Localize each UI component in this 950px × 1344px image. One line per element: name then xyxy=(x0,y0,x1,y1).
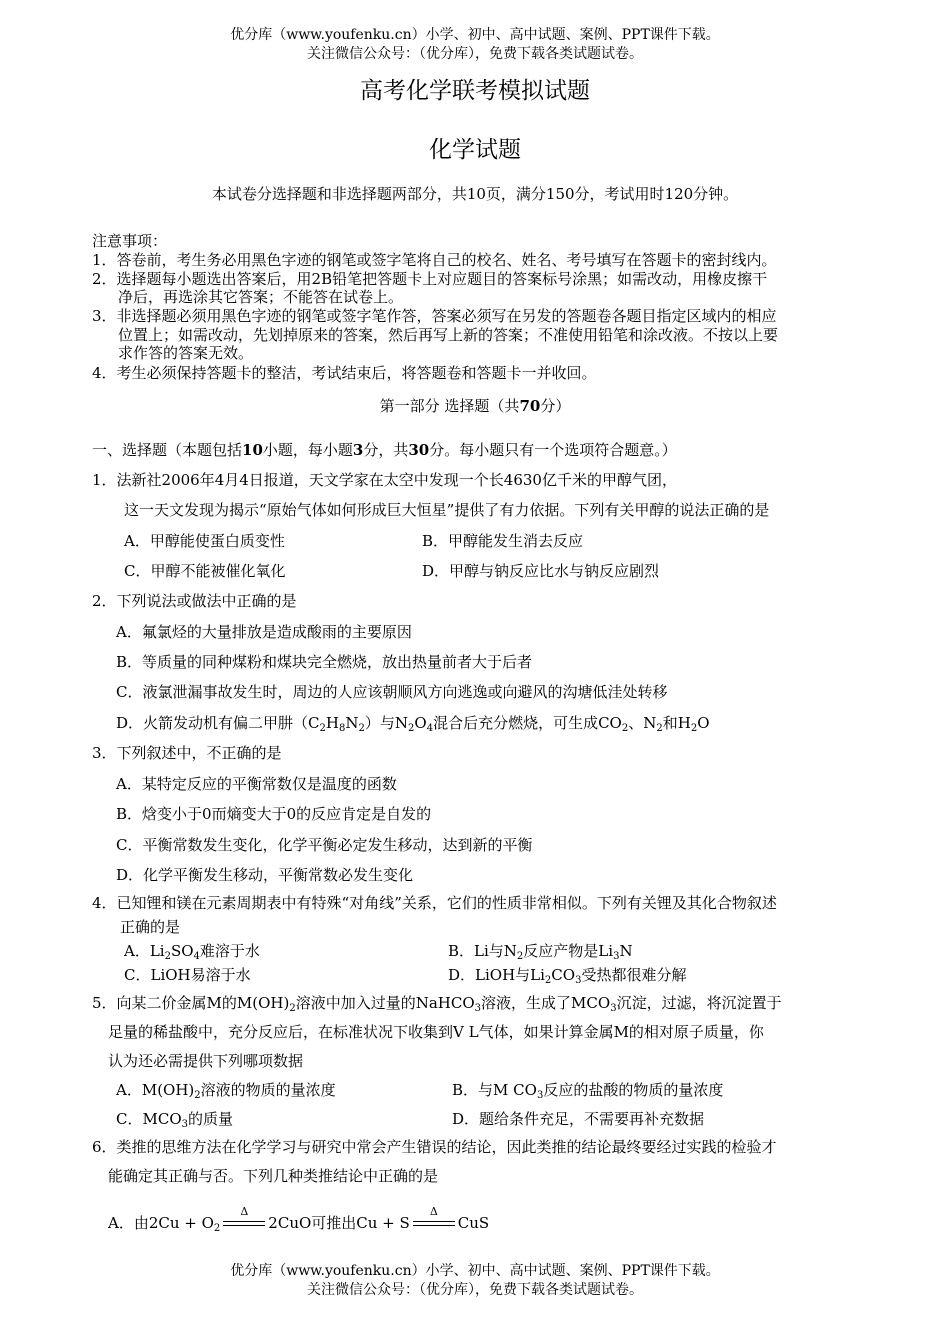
section-heading: 一、选择题（本题包括10小题，每小题3分，共30分。每小题只有一个选项符合题意。） xyxy=(92,441,677,459)
footer-line-1: 优分库（www.youfenku.cn）小学、初中、高中试题、案例、PPT课件下载。 xyxy=(230,1263,720,1279)
q2-option-c: C．液氯泄漏事故发生时，周边的人应该朝顺风方向逃逸或向避风的沟塘低洼处转移 xyxy=(116,683,668,701)
notes-heading: 注意事项： xyxy=(92,232,168,250)
note-2-cont: 净后，再选涂其它答案；不能答在试卷上。 xyxy=(118,288,404,306)
q1-stem-cont: 这一天文发现为揭示“原始气体如何形成巨大恒星”提供了有力依据。下列有关甲醇的说法正确的是 xyxy=(124,501,770,519)
q2-option-d: D．火箭发动机有偏二甲肼$(C_2H_8N_2)$与$N_2O_4$混合后充分燃烧，可生成$CO_2$、$N_2$和$H_2O$ xyxy=(116,714,710,734)
part-1-heading: 第一部分 选择题（共70分） xyxy=(379,397,571,415)
q3-option-d: D．化学平衡发生移动，平衡常数必发生变化 xyxy=(116,866,414,884)
q1-stem: 1．法新社2006年4月4日报道，天文学家在太空中发现一个长4630亿千米的甲醇气团， xyxy=(92,471,677,489)
q2-stem: 2．下列说法或做法中正确的是 xyxy=(92,592,297,610)
heating-condition-sign: Δ xyxy=(223,1214,265,1230)
note-4: 4．考生必须保持答题卡的整洁，考试结束后，将答题卷和答题卡一并收回。 xyxy=(92,364,597,382)
exam-intro: 本试卷分选择题和非选择题两部分，共10页，满分150分，考试用时120分钟。 xyxy=(211,185,739,203)
q4-option-c: C．LiOH易溶于水 xyxy=(124,966,251,984)
q4-option-b: B．Li与$N_2$反应产物是$Li_3N$ xyxy=(448,942,633,962)
q1-option-d: D．甲醇与钠反应比水与钠反应剧烈 xyxy=(422,562,660,580)
q3-option-c: C．平衡常数发生变化，化学平衡必定发生移动，达到新的平衡 xyxy=(116,836,533,854)
note-1: 1．答卷前，考生务必用黑色字迹的钢笔或签字笔将自己的校名、姓名、考号填写在答题卡的密封线内。 xyxy=(92,251,777,269)
q2-option-b: B．等质量的同种煤粉和煤块完全燃烧，放出热量前者大于后者 xyxy=(116,653,533,671)
footer-line-2: 关注微信公众号：（优分库），免费下载各类试题试卷。 xyxy=(307,1282,643,1298)
q6-option-a: A．由$2Cu + O_2$ Δ 2CuO可推出Cu + S Δ CuS xyxy=(108,1205,490,1234)
exam-title: 高考化学联考模拟试题 xyxy=(360,78,590,104)
q5-option-b: B．与M $CO_3$反应的盐酸的物质的量浓度 xyxy=(452,1081,724,1101)
q4-option-d: D．LiOH与$Li_2CO_3$受热都很难分解 xyxy=(448,966,687,986)
heating-condition-sign: Δ xyxy=(413,1214,455,1230)
q5-option-d: D．题给条件充足，不需要再补充数据 xyxy=(452,1110,705,1128)
header-line-2: 关注微信公众号：（优分库），免费下载各类试题试卷。 xyxy=(307,46,643,62)
note-2: 2．选择题每小题选出答案后，用2B铅笔把答题卡上对应题目的答案标号涂黑；如需改动，用橡皮擦干 xyxy=(92,270,768,288)
note-3-cont-2: 求作答的答案无效。 xyxy=(118,344,254,362)
note-3-cont: 位置上；如需改动，先划掉原来的答案，然后再写上新的答案；不准使用铅笔和涂改液。不按以上要 xyxy=(118,326,779,344)
q6-stem-cont: 能确定其正确与否。下列几种类推结论中正确的是 xyxy=(108,1167,439,1185)
q4-option-a: A．$Li_2SO_4$难溶于水 xyxy=(124,942,260,962)
q3-option-a: A．某特定反应的平衡常数仅是温度的函数 xyxy=(116,775,397,793)
q4-stem-cont: 正确的是 xyxy=(120,918,181,936)
q6-stem: 6．类推的思维方法在化学学习与研究中常会产生错误的结论，因此类推的结论最终要经过实践的检验才 xyxy=(92,1138,777,1156)
q3-stem: 3．下列叙述中，不正确的是 xyxy=(92,744,282,762)
q5-option-a: A．$M(OH)_2$溶液的物质的量浓度 xyxy=(116,1081,336,1101)
exam-subtitle: 化学试题 xyxy=(429,137,521,163)
q1-option-b: B．甲醇能发生消去反应 xyxy=(422,532,584,550)
header-line-1: 优分库（www.youfenku.cn）小学、初中、高中试题、案例、PPT课件下载。 xyxy=(230,27,720,43)
q5-stem: 5．向某二价金属M的$M(OH)_2$溶液中加入过量的NaHCO$_3$溶液，生成了$MCO_3$沉淀，过滤，将沉淀置于 xyxy=(92,994,782,1014)
q5-stem-cont-2: 认为还必需提供下列哪项数据 xyxy=(108,1052,304,1070)
q1-option-c: C．甲醇不能被催化氧化 xyxy=(124,562,286,580)
note-3: 3．非选择题必须用黑色字迹的钢笔或签字笔作答，答案必须写在另发的答题卷各题目指定区域内的相应 xyxy=(92,307,777,325)
q4-stem: 4．已知锂和镁在元素周期表中有特殊“对角线”关系，它们的性质非常相似。下列有关锂及其化合物叙述 xyxy=(92,894,777,912)
q1-option-a: A．甲醇能使蛋白质变性 xyxy=(124,532,285,550)
q5-option-c: C．$MCO_3$的质量 xyxy=(116,1110,234,1130)
q5-stem-cont: 足量的稀盐酸中，充分反应后，在标准状况下收集到V L气体，如果计算金属M的相对原子质量，你 xyxy=(108,1023,764,1041)
q2-option-a: A．氟氯烃的大量排放是造成酸雨的主要原因 xyxy=(116,623,412,641)
q3-option-b: B．焓变小于0而熵变大于0的反应肯定是自发的 xyxy=(116,805,432,823)
